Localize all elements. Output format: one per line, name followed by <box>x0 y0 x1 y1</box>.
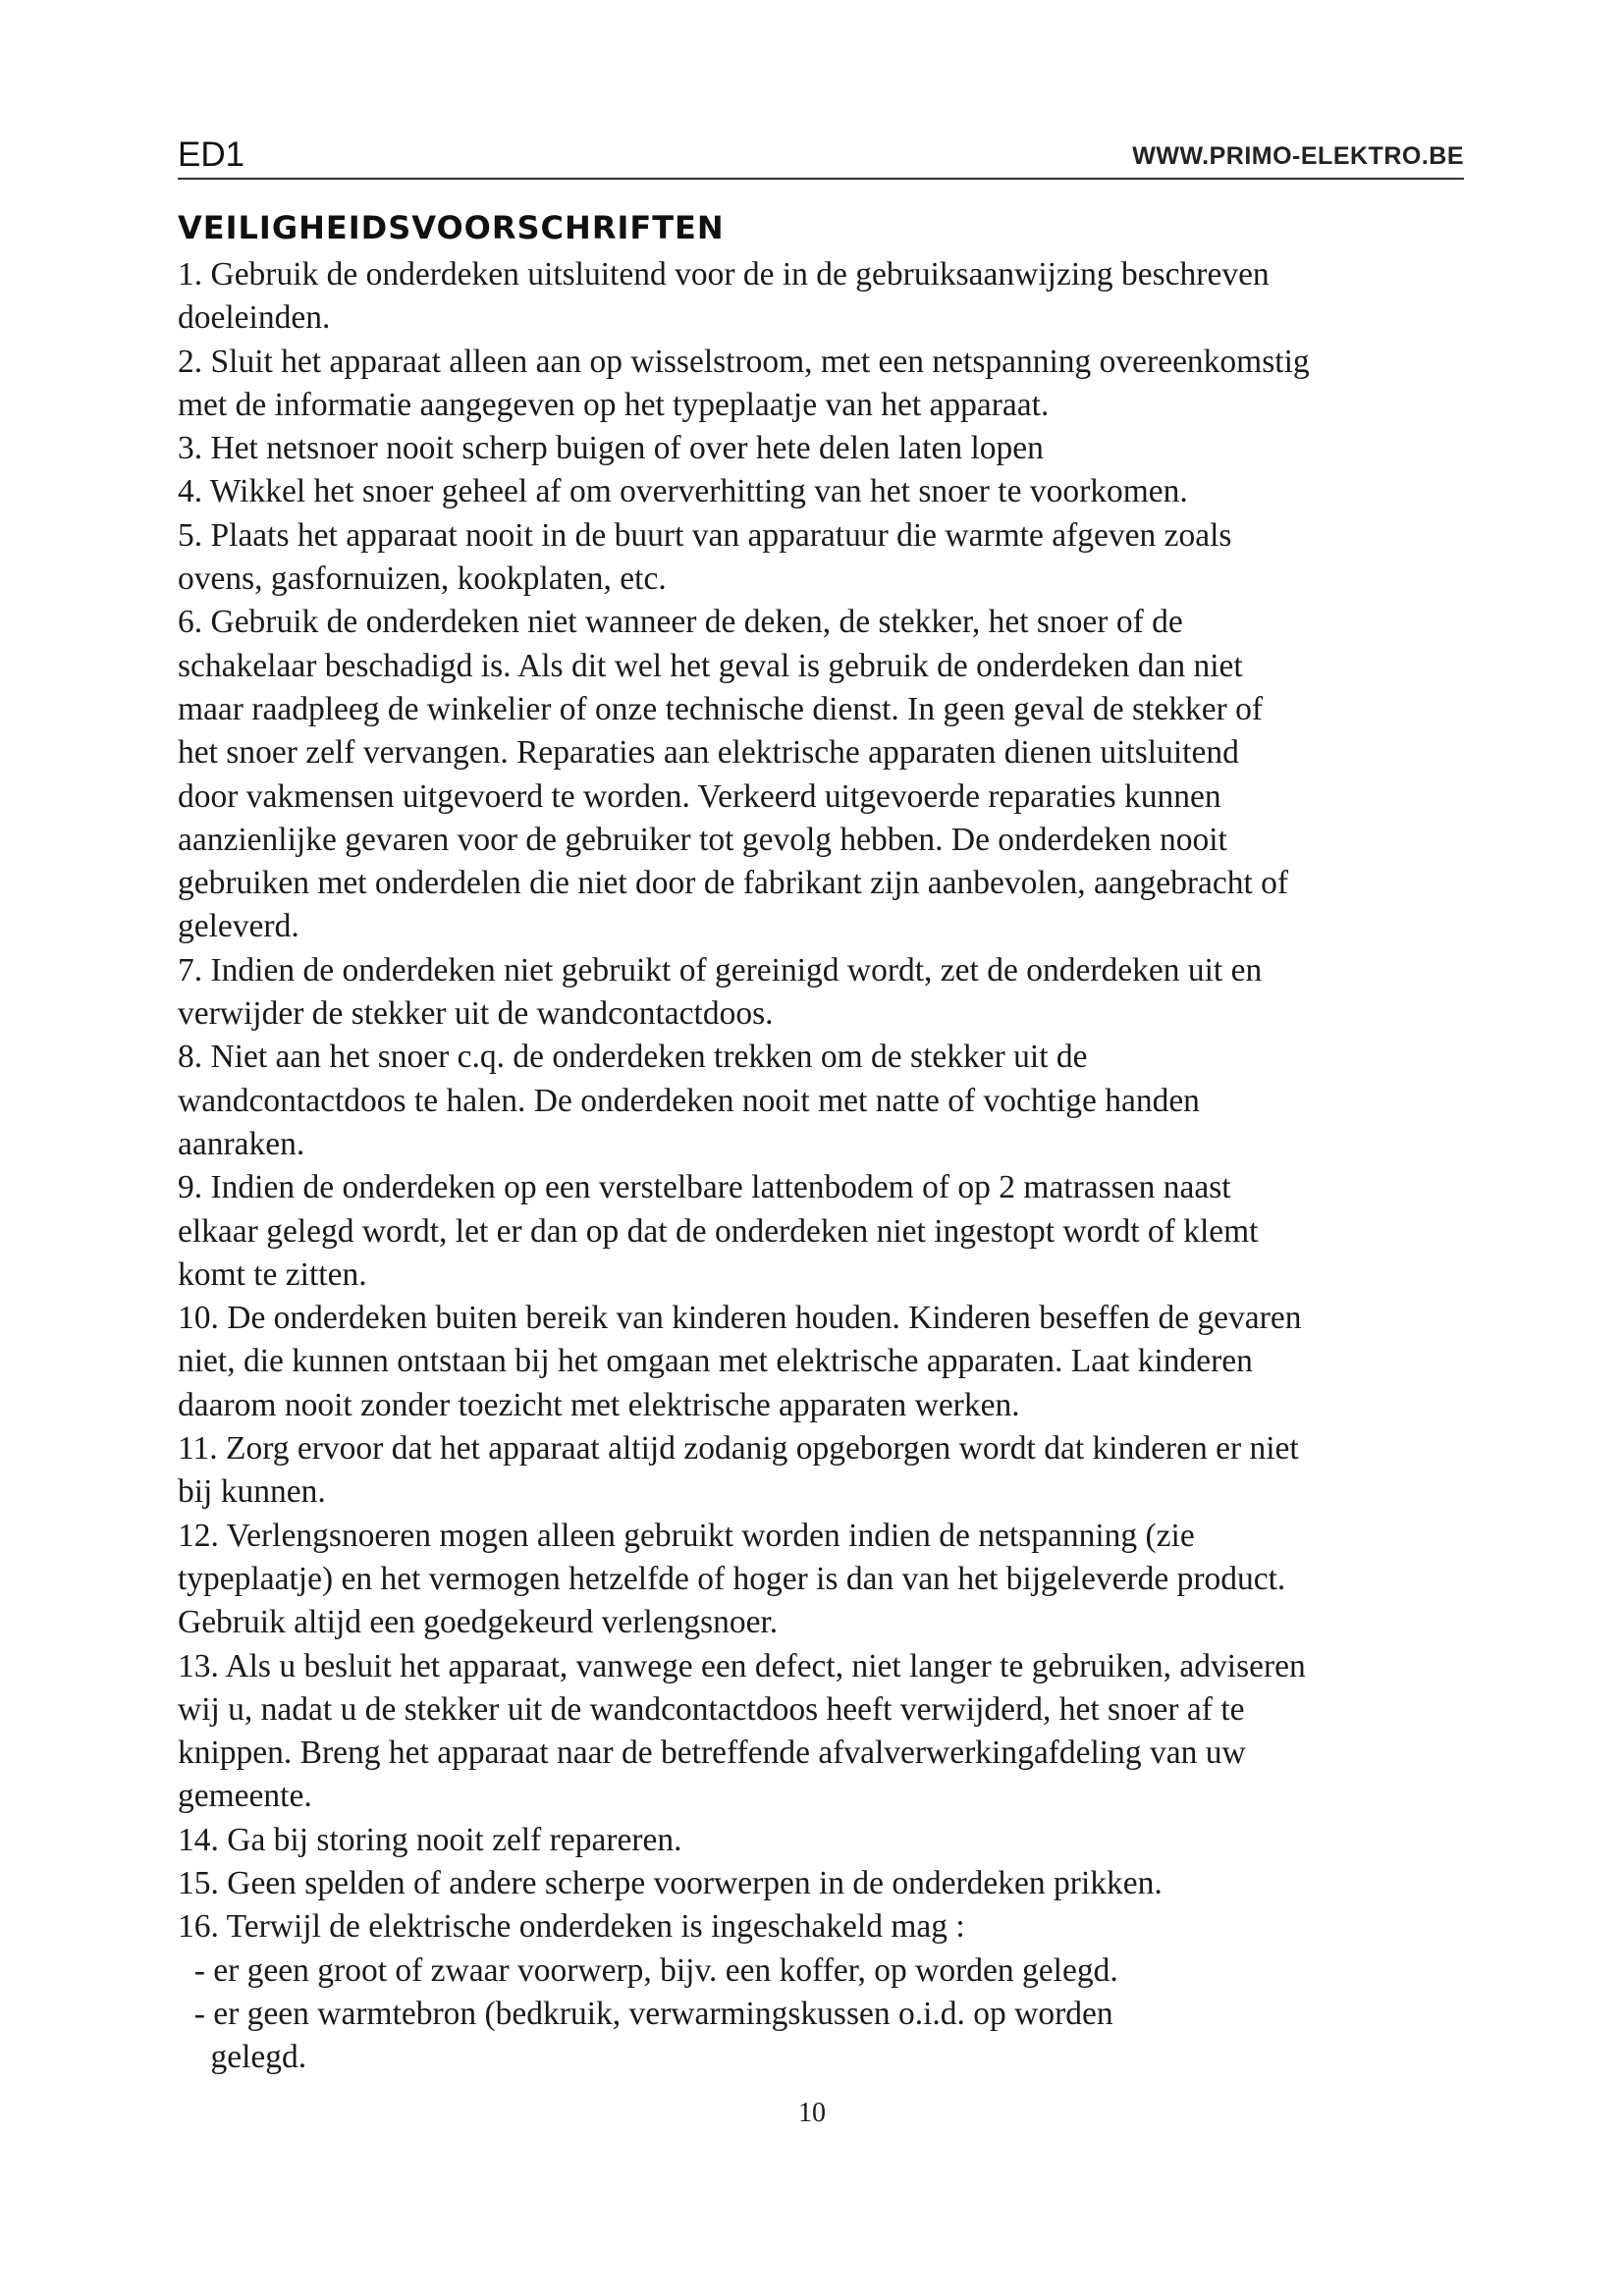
text-line: met de informatie aangegeven op het typeplaatje van het apparaat. <box>178 386 1050 423</box>
text-line: aanraken. <box>178 1125 305 1162</box>
text-line: elkaar gelegd wordt, let er dan op dat de onderdeken niet ingestopt wordt of klemt <box>178 1212 1259 1250</box>
text-line: 1. Gebruik de onderdeken uitsluitend voor de in de gebruiksaanwijzing beschreven <box>178 256 1270 293</box>
text-line: knippen. Breng het apparaat naar de betreffende afvalverwerkingafdeling van uw <box>178 1735 1246 1772</box>
text-line: 9. Indien de onderdeken op een verstelbare lattenbodem of op 2 matrassen naast <box>178 1169 1231 1206</box>
text-line: doeleinden. <box>178 299 331 337</box>
website-url: WWW.PRIMO-ELEKTRO.BE <box>1132 142 1464 170</box>
page-number: 10 <box>798 2098 826 2128</box>
section-title: VEILIGHEIDSVOORSCHRIFTEN <box>178 209 725 246</box>
text-line: daarom nooit zonder toezicht met elektrische apparaten werken. <box>178 1386 1020 1423</box>
text-line: gebruiken met onderdelen die niet door de fabrikant zijn aanbevolen, aangebracht of <box>178 865 1289 902</box>
page-header <box>178 133 1464 183</box>
text-line: 10. De onderdeken buiten bereik van kinderen houden. Kinderen beseffen de gevaren <box>178 1300 1302 1337</box>
text-line: komt te zitten. <box>178 1255 367 1293</box>
text-line: gelegd. <box>178 2039 307 2076</box>
text-line: 6. Gebruik de onderdeken niet wanneer de deken, de stekker, het snoer of de <box>178 604 1183 641</box>
text-line: 14. Ga bij storing nooit zelf repareren. <box>178 1821 682 1858</box>
text-line: maar raadpleeg de winkelier of onze technische dienst. In geen geval de stekker of <box>178 690 1264 727</box>
text-line: 2. Sluit het apparaat alleen aan op wisselstroom, met een netspanning overeenkomstig <box>178 343 1310 380</box>
text-line: wandcontactdoos te halen. De onderdeken nooit met natte of vochtige handen <box>178 1082 1200 1119</box>
text-line: geleverd. <box>178 908 299 945</box>
text-line: 12. Verlengsnoeren mogen alleen gebruikt worden indien de netspanning (zie <box>178 1517 1195 1554</box>
text-line: 4. Wikkel het snoer geheel af om oververhitting van het snoer te voorkomen. <box>178 473 1188 510</box>
text-line: Gebruik altijd een goedgekeurd verlengsnoer. <box>178 1604 779 1641</box>
text-line: 7. Indien de onderdeken niet gebruikt of gereinigd wordt, zet de onderdeken uit en <box>178 951 1263 988</box>
text-line: bij kunnen. <box>178 1473 326 1511</box>
safety-instructions <box>178 253 1464 2079</box>
text-line: ovens, gasfornuizen, kookplaten, etc. <box>178 561 667 598</box>
text-line: - er geen groot of zwaar voorwerp, bijv. een koffer, op worden gelegd. <box>178 1951 1118 1989</box>
text-line: door vakmensen uitgevoerd te worden. Verkeerd uitgevoerde reparaties kunnen <box>178 777 1221 815</box>
text-line: aanzienlijke gevaren voor de gebruiker tot gevolg hebben. De onderdeken nooit <box>178 821 1227 858</box>
text-line: 16. Terwijl de elektrische onderdeken is ingeschakeld mag : <box>178 1908 965 1946</box>
header-divider <box>178 178 1464 180</box>
text-line: 5. Plaats het apparaat nooit in de buurt van apparatuur die warmte afgeven zoals <box>178 516 1232 554</box>
text-line: 13. Als u besluit het apparaat, vanwege een defect, niet langer te gebruiken, adviseren <box>178 1647 1306 1684</box>
text-line: schakelaar beschadigd is. Als dit wel het geval is gebruik de onderdeken dan niet <box>178 647 1243 684</box>
text-line: 11. Zorg ervoor dat het apparaat altijd zodanig opgeborgen wordt dat kinderen er niet <box>178 1430 1299 1468</box>
text-line: niet, die kunnen ontstaan bij het omgaan met elektrische apparaten. Laat kinderen <box>178 1343 1253 1380</box>
text-line: 3. Het netsnoer nooit scherp buigen of over hete delen laten lopen <box>178 430 1044 467</box>
text-line: 15. Geen spelden of andere scherpe voorwerpen in de onderdeken prikken. <box>178 1864 1163 1901</box>
document-code: ED1 <box>178 135 245 174</box>
text-line: - er geen warmtebron (bedkruik, verwarmingskussen o.i.d. op worden <box>178 1995 1113 2032</box>
text-line: verwijder de stekker uit de wandcontactdoos. <box>178 995 774 1033</box>
text-line: wij u, nadat u de stekker uit de wandcontactdoos heeft verwijderd, het snoer af te <box>178 1690 1245 1728</box>
text-line: 8. Niet aan het snoer c.q. de onderdeken trekken om de stekker uit de <box>178 1039 1088 1076</box>
text-line: typeplaatje) en het vermogen hetzelfde of hoger is dan van het bijgeleverde product. <box>178 1560 1286 1597</box>
text-line: gemeente. <box>178 1778 312 1815</box>
text-line: het snoer zelf vervangen. Reparaties aan elektrische apparaten dienen uitsluitend <box>178 734 1239 772</box>
